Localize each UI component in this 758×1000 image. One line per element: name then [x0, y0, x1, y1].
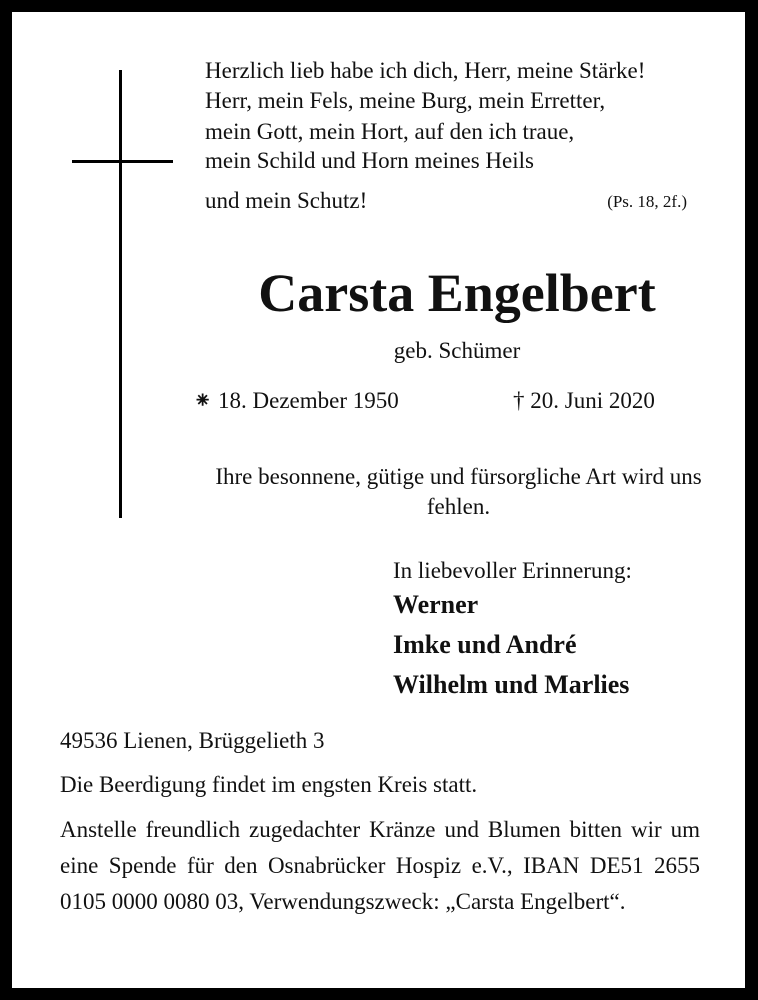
maiden-name: geb. Schümer — [393, 338, 521, 363]
tribute-text: Ihre besonnene, gütige und fürsorgliche Art wird uns fehlen. — [215, 464, 702, 519]
verse-line: Herzlich lieb habe ich dich, Herr, meine Stärke! — [205, 58, 646, 83]
verse-line: Herr, mein Fels, meine Burg, mein Erretter, — [205, 88, 606, 113]
family-member: Imke und André — [393, 630, 577, 659]
funeral-note: Die Beerdigung findet im engsten Kreis statt. — [60, 772, 478, 797]
verse-line: mein Gott, mein Hort, auf den ich traue, — [205, 119, 575, 144]
donation-note: Anstelle freundlich zugedachter Kränze und Blumen bitten wir um eine Spende für den Osnabrücker Hospiz e.V., IBAN DE51 2655 0105 0000 0080 03, Verwendungszweck: „Carsta Engelbert“. — [60, 817, 700, 914]
cross-icon-horizontal — [72, 160, 173, 163]
deceased-name: Carsta Engelbert — [258, 263, 656, 323]
verse-line: und mein Schutz! — [205, 188, 368, 213]
family-member: Wilhelm und Marlies — [393, 670, 630, 699]
verse-reference: (Ps. 18, 2f.) — [607, 192, 687, 211]
memory-label: In liebevoller Erinnerung: — [393, 558, 632, 583]
verse-line: mein Schild und Horn meines Heils — [205, 148, 534, 173]
address: 49536 Lienen, Brüggelieth 3 — [60, 728, 325, 753]
obituary-notice — [12, 12, 745, 988]
family-member: Werner — [393, 590, 479, 619]
birth-date: ⁕ 18. Dezember 1950 — [193, 388, 399, 413]
death-date: † 20. Juni 2020 — [513, 388, 655, 413]
